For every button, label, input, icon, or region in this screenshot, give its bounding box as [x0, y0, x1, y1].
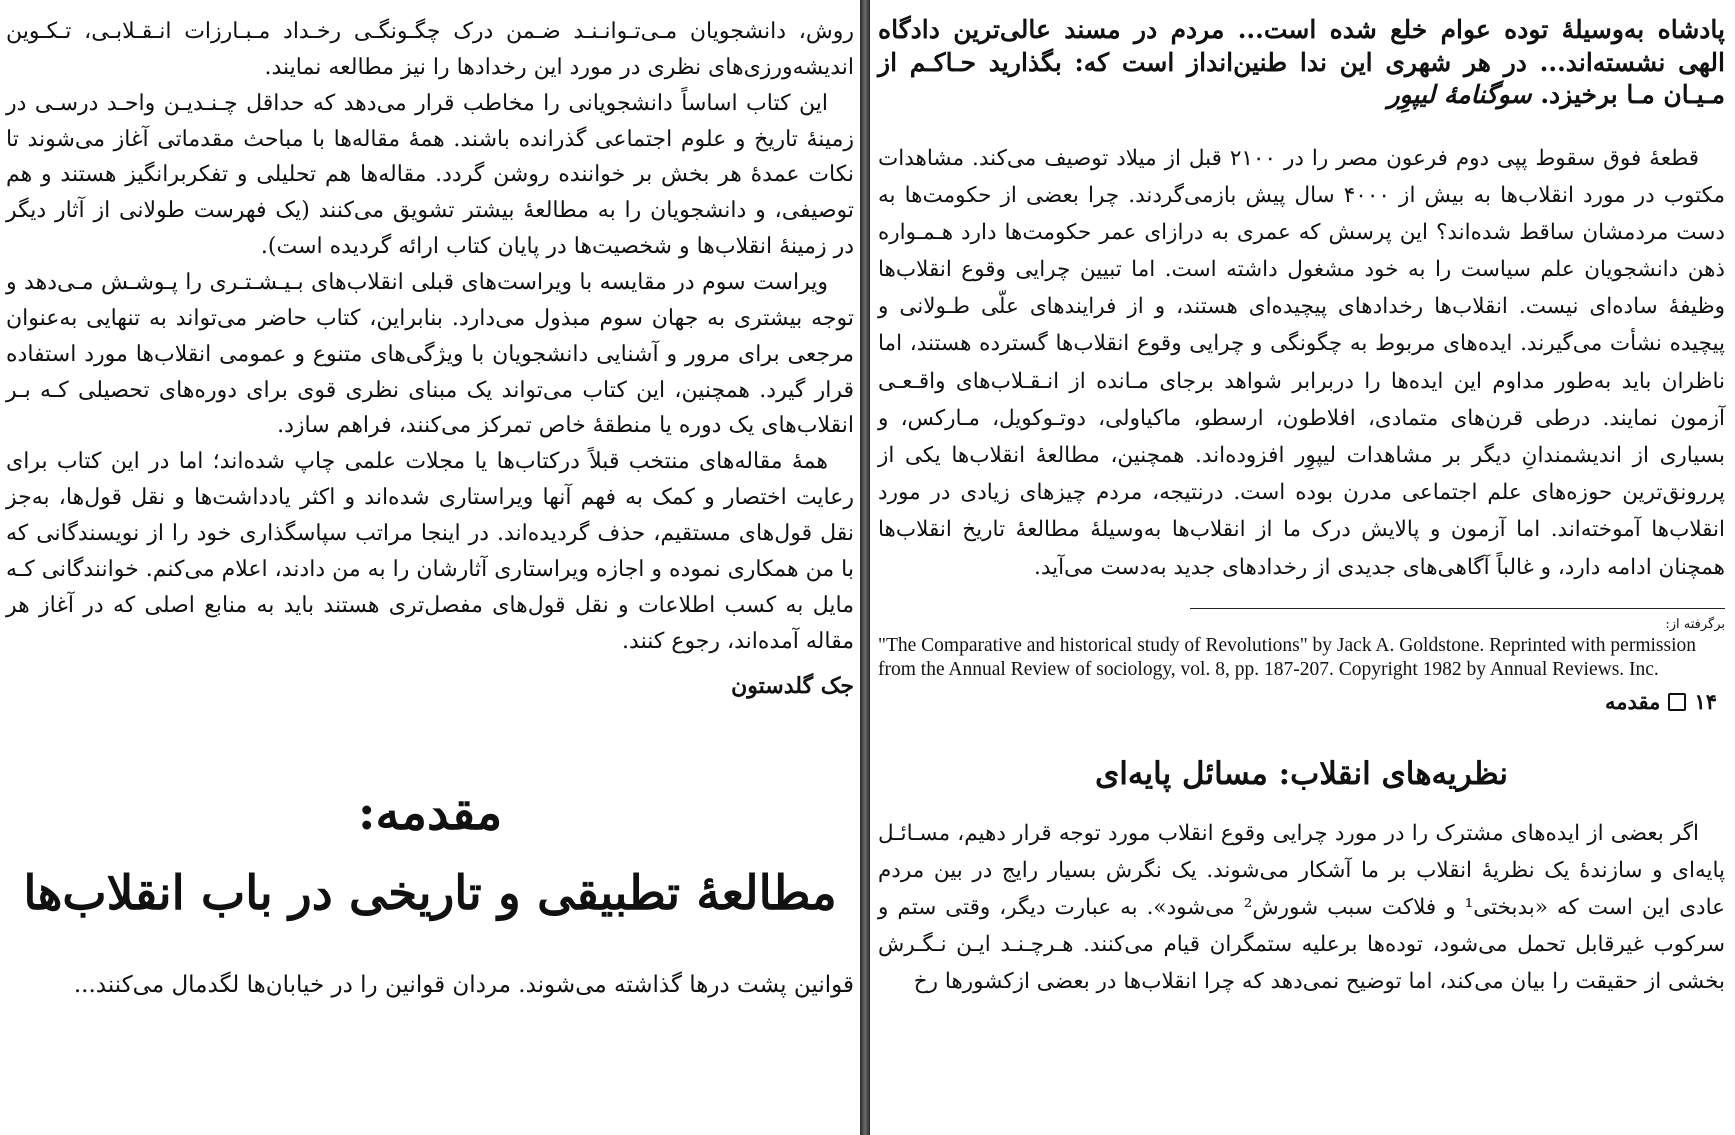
right-paragraph: قطعهٔ فوق سقوط پپی دوم فرعون مصر را در ۲۱۰۰ قبل از میلاد توصیف می‌کند. مشاهدات مکتوب در مورد انقلاب‌ها به بیش از ۴۰۰۰ سال پیش بازمی‌گردند. چرا بعضی از حکومت‌ها به دست مردمشان ساقط شده‌اند؟ این پرسش که عمری به درازای عمر حکومت‌ها دارد هـمـواره ذهن دانشجویان علم سیاست را به خود مشغول داشته است. اما تبیین چرایی وقوع انقلاب‌ها وظیفهٔ ساده‌ای نیست. انقلاب‌ها رخدادهای پیچیده‌ای هستند، و از فرایندهای علّی طـولانی و پیچیده نشأت می‌گیرند. ایده‌های مربوط به چگونگی و چرایی وقوع انقلاب‌ها گسترده هستند، اما ناظران باید به‌طور مداوم این ایده‌ها را دربرابر شواهد برجای مـانده از انـقـلاب‌های واقـعـی آزمون نمایند. درطی قرن‌های متمادی، افلاطون، ارسطو، ماکیاولی، دوتـوکویل، مـارکس، و بسیاری از اندیشمندانِ دیگر بر مشاهدات لیپوِر افزوده‌اند. همچنین، مطالعهٔ انقلاب‌ها یکی از پررونق‌ترین حوزه‌های علم اجتماعی مدرن بوده است. درنتیجه، مردم چیزهای زیادی در مورد انقلاب‌ها آموخته‌اند. اما آزمون و پالایش درک ما از انقلاب‌ها به‌وسیلهٔ مطالعهٔ تاریخ انقلاب‌ها همچنان ادامه دارد، و غالباً آگاهی‌های جدیدی از رخدادهای جدید به‌دست می‌آید. — [878, 145, 1725, 580]
author-signature: جک گلدستون — [731, 673, 854, 700]
chapter-label: مقدمه: — [357, 785, 503, 842]
left-paragraph-2: این کتاب اساساً دانشجویانی را مخاطب قرار می‌دهد که حداقل چـنـدیـن واحـد درسـی در زمینهٔ تاریخ و علوم اجتماعی گذرانده باشند. همهٔ مقاله‌ها با مباحث مقدماتی آغاز می‌شوند تا نکات عمدهٔ هر بخش بر خواننده روشن گردد. مقاله‌ها هم تحلیلی و تفکربرانگیز هستند و هم توصیفی، و دانشجویان را به مطالعهٔ بیشتر تشویق می‌کنند (یک فهرست طولانی از آثار دیگر در زمینهٔ انقلاب‌ها و شخصیت‌ها در پایان کتاب ارائه گردیده است). — [6, 90, 854, 260]
epigraph — [878, 14, 1725, 112]
left-page — [0, 0, 860, 1135]
left-paragraph-4: همهٔ مقاله‌های منتخب قبلاً درکتاب‌ها یا مجلات علمی چاپ شده‌اند؛ اما در این کتاب برای رعایت اختصار و کمک به فهم آنها ویراستاری شده‌اند و اکثر یادداشت‌ها و نقل قول‌ها، به‌جز نقل قول‌های مستقیم، حذف گردیده‌اند. در اینجا مراتب سپاسگذاری خود را از نویسندگانی که با من همکاری نموده و اجازه ویراستاری آثارشان را به من دادند، اعلام می‌کنم. خوانندگانی کـه مایل به کسب اطلاعات و نقل قول‌های مفصل‌تری هستند باید به منابع اصلی که در آغاز هر مقاله آمده‌اند، رجوع کنند. — [6, 449, 854, 654]
chapter-title: مطالعهٔ تطبیقی و تاریخی در باب انقلاب‌ها — [23, 866, 837, 922]
bottom-paragraph: اگر بعضی از ایده‌های مشترک را در مورد چرایی وقوع انقلاب مورد توجه قرار دهیم، مسـائـل پایه‌ای و سازندهٔ یک نظریهٔ انقلاب بر ما آشکار می‌شوند. یک نگرش بسیار رایج در بین مردم عادی این است که «بدبختی¹ و فلاکت سبب شورش² می‌شود». به عبارت دیگر، وقتی ستم و سرکوب غیرقابل تحمل می‌شود، توده‌ها برعلیه ستمگران قیام می‌کنند. هـرچـنـد ایـن نـگـرش بخشی از حقیقت را بیان می‌کند، اما توضیح نمی‌دهد که چرا انقلاب‌ها در بعضی ازکشورها رخ — [878, 820, 1725, 995]
folio-label: مقدمه — [1605, 689, 1661, 715]
footnote-divider — [1190, 608, 1725, 609]
left-paragraph-1: روش، دانشجویان مـی‌تـوانـنـد ضـمن درک چگـونگـی رخـداد مـبـارزات انـقـلابـی، تـکـوین اندیشه‌ورزی‌های نظری در مورد این رخدادها را نیز مطالعه نمایند. — [6, 19, 854, 80]
intro-quote: قوانین پشت درها گذاشته می‌شوند. مردان قوانین را در خیابان‌ها لگدمال می‌کنند... — [73, 971, 854, 998]
book-gutter — [860, 0, 870, 1135]
left-paragraph-3: ویراست سوم در مقایسه با ویراست‌های قبلی انقلاب‌های بـیـشـتـری را پـوشـش مـی‌دهد و توجه بیشتری به جهان سوم مبذول می‌دارد. بنابراین، کتاب حاضر می‌تواند به تنهایی به‌عنوان مرجعی برای مرور و آشنایی دانشجویان با ویژگی‌های متنوع و عمومی انقلاب‌ها مورد استفاده قرار گیرد. همچنین، این کتاب می‌تواند یک مبنای نظری قوی برای دوره‌های تحصیلی کـه بـر انقلاب‌های یک دوره یا منطقهٔ خاص تمرکز می‌کنند، فراهم سازد. — [6, 270, 854, 439]
reference-citation: "The Comparative and historical study of Revolutions" by Jack A. Goldstone. Reprinted with permission from the Annual Review of sociology, vol. 8, pp. 187-207. Copyright 1982 by Annual Reviews. Inc. — [878, 634, 1697, 680]
reference-label: برگرفته از: — [1665, 616, 1725, 632]
epigraph-text: پادشاه به‌وسیلهٔ توده عوام خلع شده است... مردم در مسند عالی‌ترین دادگاه الهی نشسته‌اند... در هر شهری این ندا طنین‌انداز است که: بگذارید حـاکـم از مـیـان مـا برخیزد. — [878, 15, 1725, 109]
folio — [878, 689, 1725, 714]
right-bottom-body — [878, 815, 1725, 1001]
epigraph-source: سوگنامهٔ لیپوِر — [1387, 80, 1532, 109]
folio-number: ۱۴ — [1694, 689, 1717, 715]
right-body — [878, 140, 1725, 586]
section-heading: نظریه‌های انقلاب: مسائل پایه‌ای — [1095, 756, 1508, 793]
right-page — [870, 0, 1735, 1135]
square-box-icon — [1668, 693, 1686, 711]
